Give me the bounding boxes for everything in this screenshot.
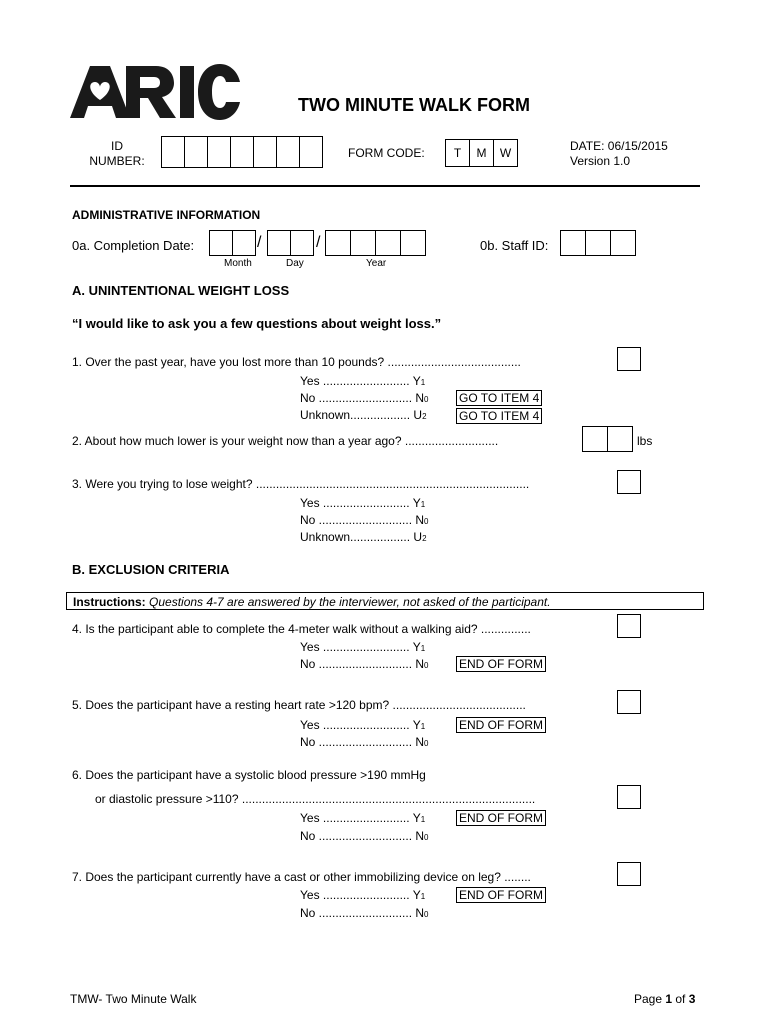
q7-skip: END OF FORM (456, 887, 546, 903)
completion-date-label: 0a. Completion Date: (72, 238, 195, 253)
id-digit-box[interactable] (161, 136, 185, 168)
staff-id-box[interactable] (610, 230, 636, 256)
q5-text: 5. Does the participant have a resting heart rate >120 bpm? ........................................ (72, 698, 526, 712)
completion-month-boxes[interactable] (210, 230, 256, 256)
q3-answer-box[interactable] (617, 470, 641, 494)
form-code-letter: M (469, 139, 494, 167)
day-digit-box[interactable] (290, 230, 314, 256)
q4-answer-box[interactable] (617, 614, 641, 638)
q6-skip: END OF FORM (456, 810, 546, 826)
id-number-boxes[interactable] (162, 136, 323, 168)
form-code-letter: W (493, 139, 518, 167)
q2-digit-box[interactable] (607, 426, 633, 452)
q1-text: 1. Over the past year, have you lost more than 10 pounds? ........................................ (72, 355, 521, 369)
q5-option-yes: Yes .......................... Y1 (300, 718, 426, 732)
q6-option-no: No ............................ N0 (300, 829, 429, 843)
id-number-label: ID NUMBER: (89, 139, 145, 168)
q7-answer-box[interactable] (617, 862, 641, 886)
instructions-label: Instructions: (73, 595, 146, 609)
q1-skip-unknown: GO TO ITEM 4 (456, 408, 542, 424)
form-code-letter: T (445, 139, 470, 167)
year-caption: Year (366, 258, 387, 269)
year-digit-box[interactable] (400, 230, 426, 256)
q7-option-yes: Yes .......................... Y1 (300, 888, 426, 902)
form-date: DATE: 06/15/2015 (570, 139, 668, 153)
q2-answer-boxes[interactable] (583, 426, 633, 452)
day-caption: Day (286, 258, 304, 269)
date-slash: / (316, 234, 321, 251)
id-digit-box[interactable] (230, 136, 254, 168)
id-digit-box[interactable] (299, 136, 323, 168)
section-a-intro: “I would like to ask you a few questions about weight loss.” (72, 316, 442, 331)
staff-id-boxes[interactable] (561, 230, 636, 256)
completion-year-boxes[interactable] (326, 230, 426, 256)
form-code-boxes (446, 139, 518, 167)
form-version: Version 1.0 (570, 154, 631, 168)
aric-logo (70, 64, 240, 120)
q7-option-no: No ............................ N0 (300, 906, 429, 920)
year-digit-box[interactable] (375, 230, 401, 256)
id-digit-box[interactable] (253, 136, 277, 168)
q6-answer-box[interactable] (617, 785, 641, 809)
q1-answer-box[interactable] (617, 347, 641, 371)
q3-option-yes: Yes .......................... Y1 (300, 496, 426, 510)
q6-text-line2: or diastolic pressure >110? ........................................................................................ (95, 792, 536, 806)
q6-option-yes: Yes .......................... Y1 (300, 811, 426, 825)
q4-skip: END OF FORM (456, 656, 546, 672)
q5-answer-box[interactable] (617, 690, 641, 714)
q6-text-line1: 6. Does the participant have a systolic blood pressure >190 mmHg (72, 768, 426, 782)
q1-option-no: No ............................ N0 (300, 391, 429, 405)
staff-id-label: 0b. Staff ID: (480, 238, 549, 253)
instructions-text: Questions 4-7 are answered by the interviewer, not asked of the participant. (145, 595, 551, 609)
q4-option-no: No ............................ N0 (300, 657, 429, 671)
q1-skip-no: GO TO ITEM 4 (456, 390, 542, 406)
form-code-label: FORM CODE: (348, 146, 425, 160)
q3-text: 3. Were you trying to lose weight? .................................................................................. (72, 477, 530, 491)
month-caption: Month (224, 258, 252, 269)
month-digit-box[interactable] (232, 230, 256, 256)
section-b-heading: B. EXCLUSION CRITERIA (72, 562, 230, 577)
admin-heading: ADMINISTRATIVE INFORMATION (72, 208, 261, 222)
year-digit-box[interactable] (325, 230, 351, 256)
id-digit-box[interactable] (207, 136, 231, 168)
q5-option-no: No ............................ N0 (300, 735, 429, 749)
form-title: TWO MINUTE WALK FORM (298, 95, 530, 115)
staff-id-box[interactable] (585, 230, 611, 256)
year-digit-box[interactable] (350, 230, 376, 256)
q1-option-unknown: Unknown.................. U2 (300, 408, 427, 422)
q2-text: 2. About how much lower is your weight now than a year ago? ............................ (72, 434, 499, 448)
q3-option-unknown: Unknown.................. U2 (300, 530, 427, 544)
footer-form-name: TMW- Two Minute Walk (70, 992, 197, 1006)
id-digit-box[interactable] (184, 136, 208, 168)
q1-option-yes: Yes .......................... Y1 (300, 374, 426, 388)
q3-option-no: No ............................ N0 (300, 513, 429, 527)
month-digit-box[interactable] (209, 230, 233, 256)
form-date-version (570, 139, 668, 169)
section-a-heading: A. UNINTENTIONAL WEIGHT LOSS (72, 283, 290, 298)
q4-option-yes: Yes .......................... Y1 (300, 640, 426, 654)
q2-digit-box[interactable] (582, 426, 608, 452)
q4-text: 4. Is the participant able to complete the 4-meter walk without a walking aid? ............... (72, 622, 531, 636)
footer-page-number: Page 1 of 3 (634, 992, 696, 1006)
header-divider (70, 185, 700, 187)
id-digit-box[interactable] (276, 136, 300, 168)
instructions-box (66, 592, 704, 610)
q7-text: 7. Does the participant currently have a cast or other immobilizing device on leg? ........ (72, 870, 531, 884)
q5-skip: END OF FORM (456, 717, 546, 733)
day-digit-box[interactable] (267, 230, 291, 256)
staff-id-box[interactable] (560, 230, 586, 256)
date-slash: / (257, 234, 262, 251)
q2-unit: lbs (637, 434, 653, 448)
completion-day-boxes[interactable] (268, 230, 314, 256)
